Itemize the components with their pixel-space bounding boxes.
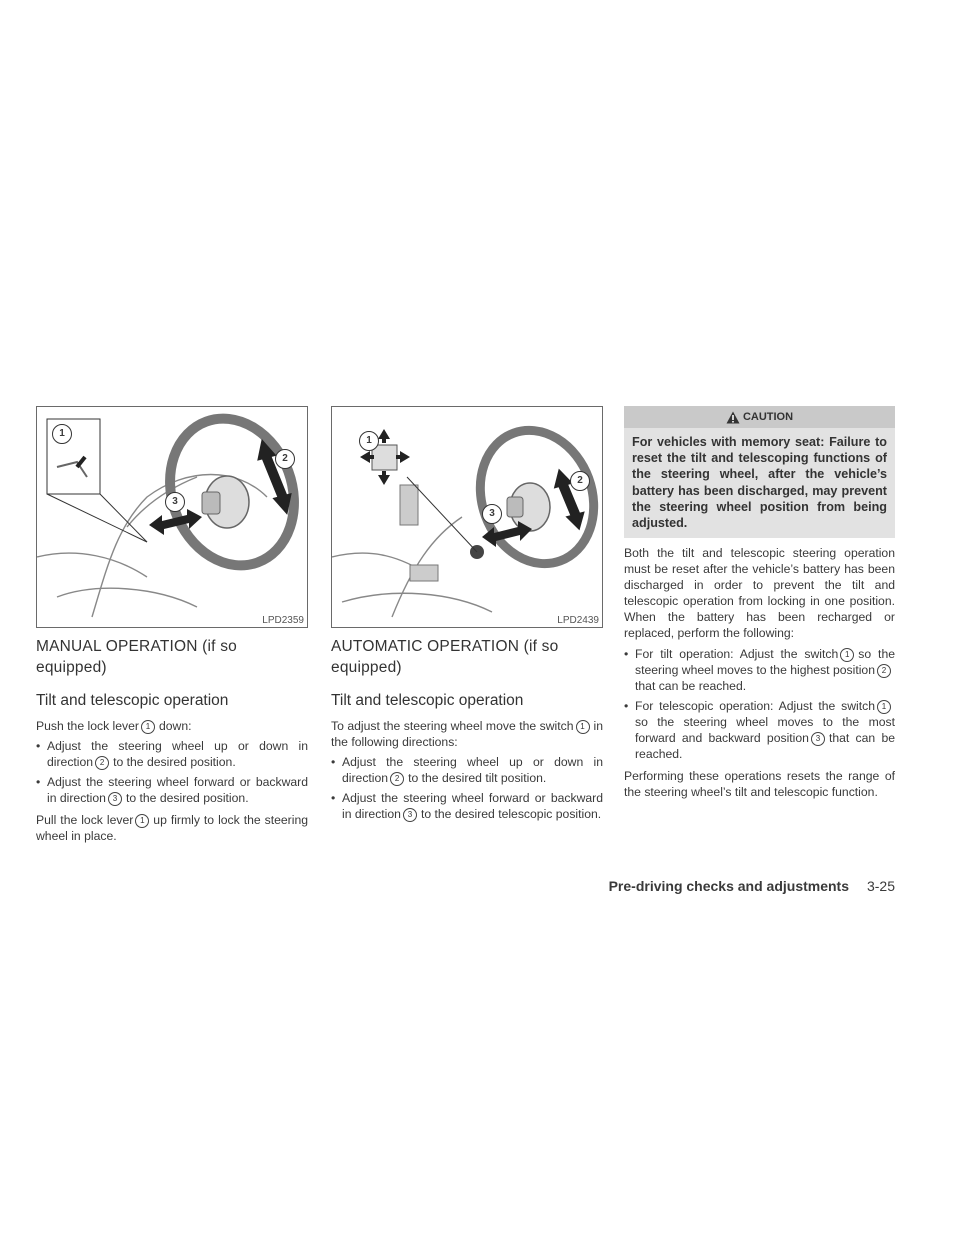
automatic-bullets — [331, 754, 603, 822]
figure-automatic-steering — [331, 406, 603, 628]
list-item: • For tilt operation: Adjust the switch 1 so the steering wheel moves to the highest position 2that can be reached. — [624, 647, 895, 694]
callout-1: 1 — [359, 431, 379, 451]
automatic-intro: To adjust the steering wheel move the switch 1 in the following directions: — [331, 719, 603, 749]
caution-title: CAUTION — [742, 411, 794, 423]
manual-outro: Pull the lock lever 1 up firmly to lock the steering wheel in place. — [36, 813, 308, 843]
step-number-1: 1 — [141, 720, 155, 734]
reset-paragraph: Both the tilt and telescopic steering operation must be reset after the vehicle’s battery has been discharged in order to prevent the tilt and telescopic operation from locking in one position. When the battery has been recharged or replaced, perform the following: — [624, 546, 895, 641]
steering-manual-illustration — [37, 407, 307, 627]
list-item: • Adjust the steering wheel forward or backward in direction 3 to the desired telescopic position. — [331, 791, 603, 821]
callout-2: 2 — [275, 449, 295, 469]
caution-header — [624, 406, 895, 428]
page-footer — [0, 878, 960, 898]
manual-column — [36, 636, 308, 844]
section-title: Pre-driving checks and adjustments — [608, 878, 849, 894]
manual-intro: Push the lock lever 1 down: — [36, 719, 192, 733]
automatic-heading: AUTOMATIC OPERATION (if so equipped) — [331, 638, 559, 676]
list-item: • Adjust the steering wheel forward or backward in direction 3 to the desired position. — [36, 775, 308, 805]
callout-1: 1 — [52, 424, 72, 444]
figure-code: LPD2439 — [557, 615, 599, 626]
reset-closing: Performing these operations resets the range of the steering wheel’s tilt and telescopic function. — [624, 769, 895, 800]
callout-3: 3 — [165, 492, 185, 512]
automatic-column — [331, 636, 603, 826]
callout-3: 3 — [482, 504, 502, 524]
reset-bullets — [624, 646, 895, 762]
caution-triangle-icon — [726, 411, 740, 424]
manual-heading: MANUAL OPERATION (if so equipped) — [36, 638, 237, 676]
automatic-subheading: Tilt and telescopic operation — [331, 692, 524, 709]
callout-2: 2 — [570, 471, 590, 491]
figure-code: LPD2359 — [262, 615, 304, 626]
figure-manual-steering — [36, 406, 308, 628]
list-item: • Adjust the steering wheel up or down in direction 2 to the desired position. — [36, 739, 308, 769]
manual-subheading: Tilt and telescopic operation — [36, 692, 229, 709]
caution-column — [624, 406, 895, 800]
list-item: • For telescopic operation: Adjust the switch 1so the steering wheel moves to the most forward and backward position 3 that can be reached. — [624, 699, 895, 762]
manual-bullets — [36, 738, 308, 806]
caution-text: For vehicles with memory seat: Failure to reset the tilt and telescoping functions of the steering wheel, after the vehicle’s battery has been discharged, may prevent the steering wheel position from being adjusted. — [624, 428, 895, 538]
list-item: • Adjust the steering wheel up or down in direction 2 to the desired tilt position. — [331, 755, 603, 785]
page-number: 3-25 — [866, 878, 895, 894]
